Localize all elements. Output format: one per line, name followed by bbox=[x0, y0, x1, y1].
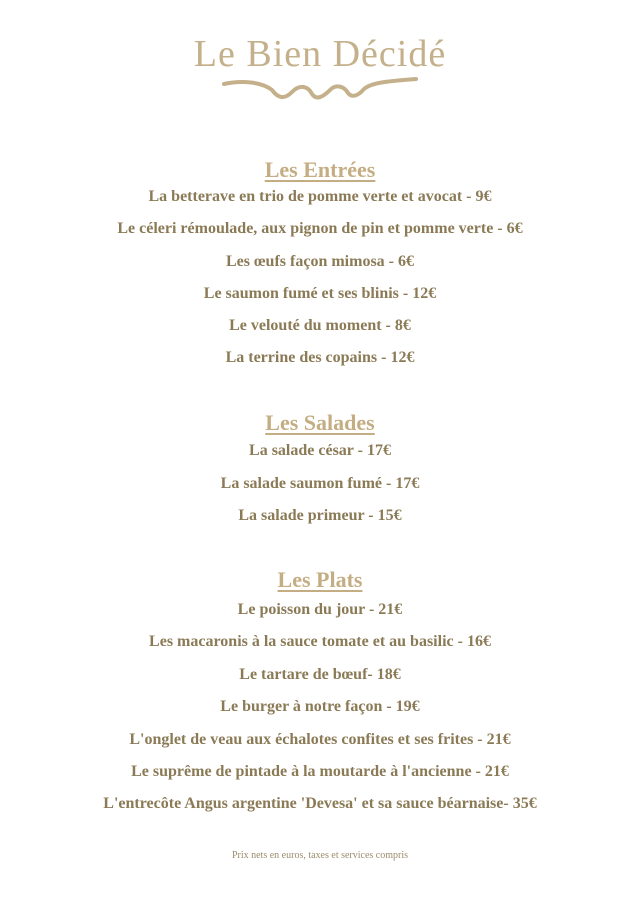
menu-item: La salade primeur - 15€ bbox=[238, 507, 402, 524]
section-heading-entrees: Les Entrées bbox=[264, 157, 376, 182]
menu-item: La salade saumon fumé - 17€ bbox=[220, 475, 420, 492]
menu-item: Les macaronis à la sauce tomate et au basilic - 16€ bbox=[149, 633, 491, 650]
section-heading-salades: Les Salades bbox=[265, 410, 375, 435]
menu-item: Le velouté du moment - 8€ bbox=[229, 317, 411, 334]
wave-swash-decoration bbox=[222, 76, 418, 106]
menu-item: Le burger à notre façon - 19€ bbox=[220, 698, 420, 715]
section-heading-plats: Les Plats bbox=[277, 567, 363, 592]
menu-item: La salade césar - 17€ bbox=[249, 442, 391, 459]
menu-item: La terrine des copains - 12€ bbox=[225, 349, 415, 366]
menu-item: La betterave en trio de pomme verte et avocat - 9€ bbox=[148, 188, 492, 205]
menu-item: Le tartare de bœuf- 18€ bbox=[239, 666, 401, 683]
menu-item: Le saumon fumé et ses blinis - 12€ bbox=[203, 285, 437, 302]
price-footnote: Prix nets en euros, taxes et services compris bbox=[231, 850, 409, 861]
menu-item: Le poisson du jour - 21€ bbox=[237, 601, 403, 618]
menu-item: Le céleri rémoulade, aux pignon de pin et pomme verte - 6€ bbox=[117, 220, 523, 237]
menu-item: L'onglet de veau aux échalotes confites et ses frites - 21€ bbox=[129, 731, 511, 748]
menu-item: Le suprême de pintade à la moutarde à l'ancienne - 21€ bbox=[131, 763, 509, 780]
menu-item: L'entrecôte Angus argentine 'Devesa' et sa sauce béarnaise- 35€ bbox=[103, 795, 537, 812]
restaurant-title: Le Bien Décidé bbox=[193, 33, 447, 75]
menu-item: Les œufs façon mimosa - 6€ bbox=[226, 253, 414, 270]
